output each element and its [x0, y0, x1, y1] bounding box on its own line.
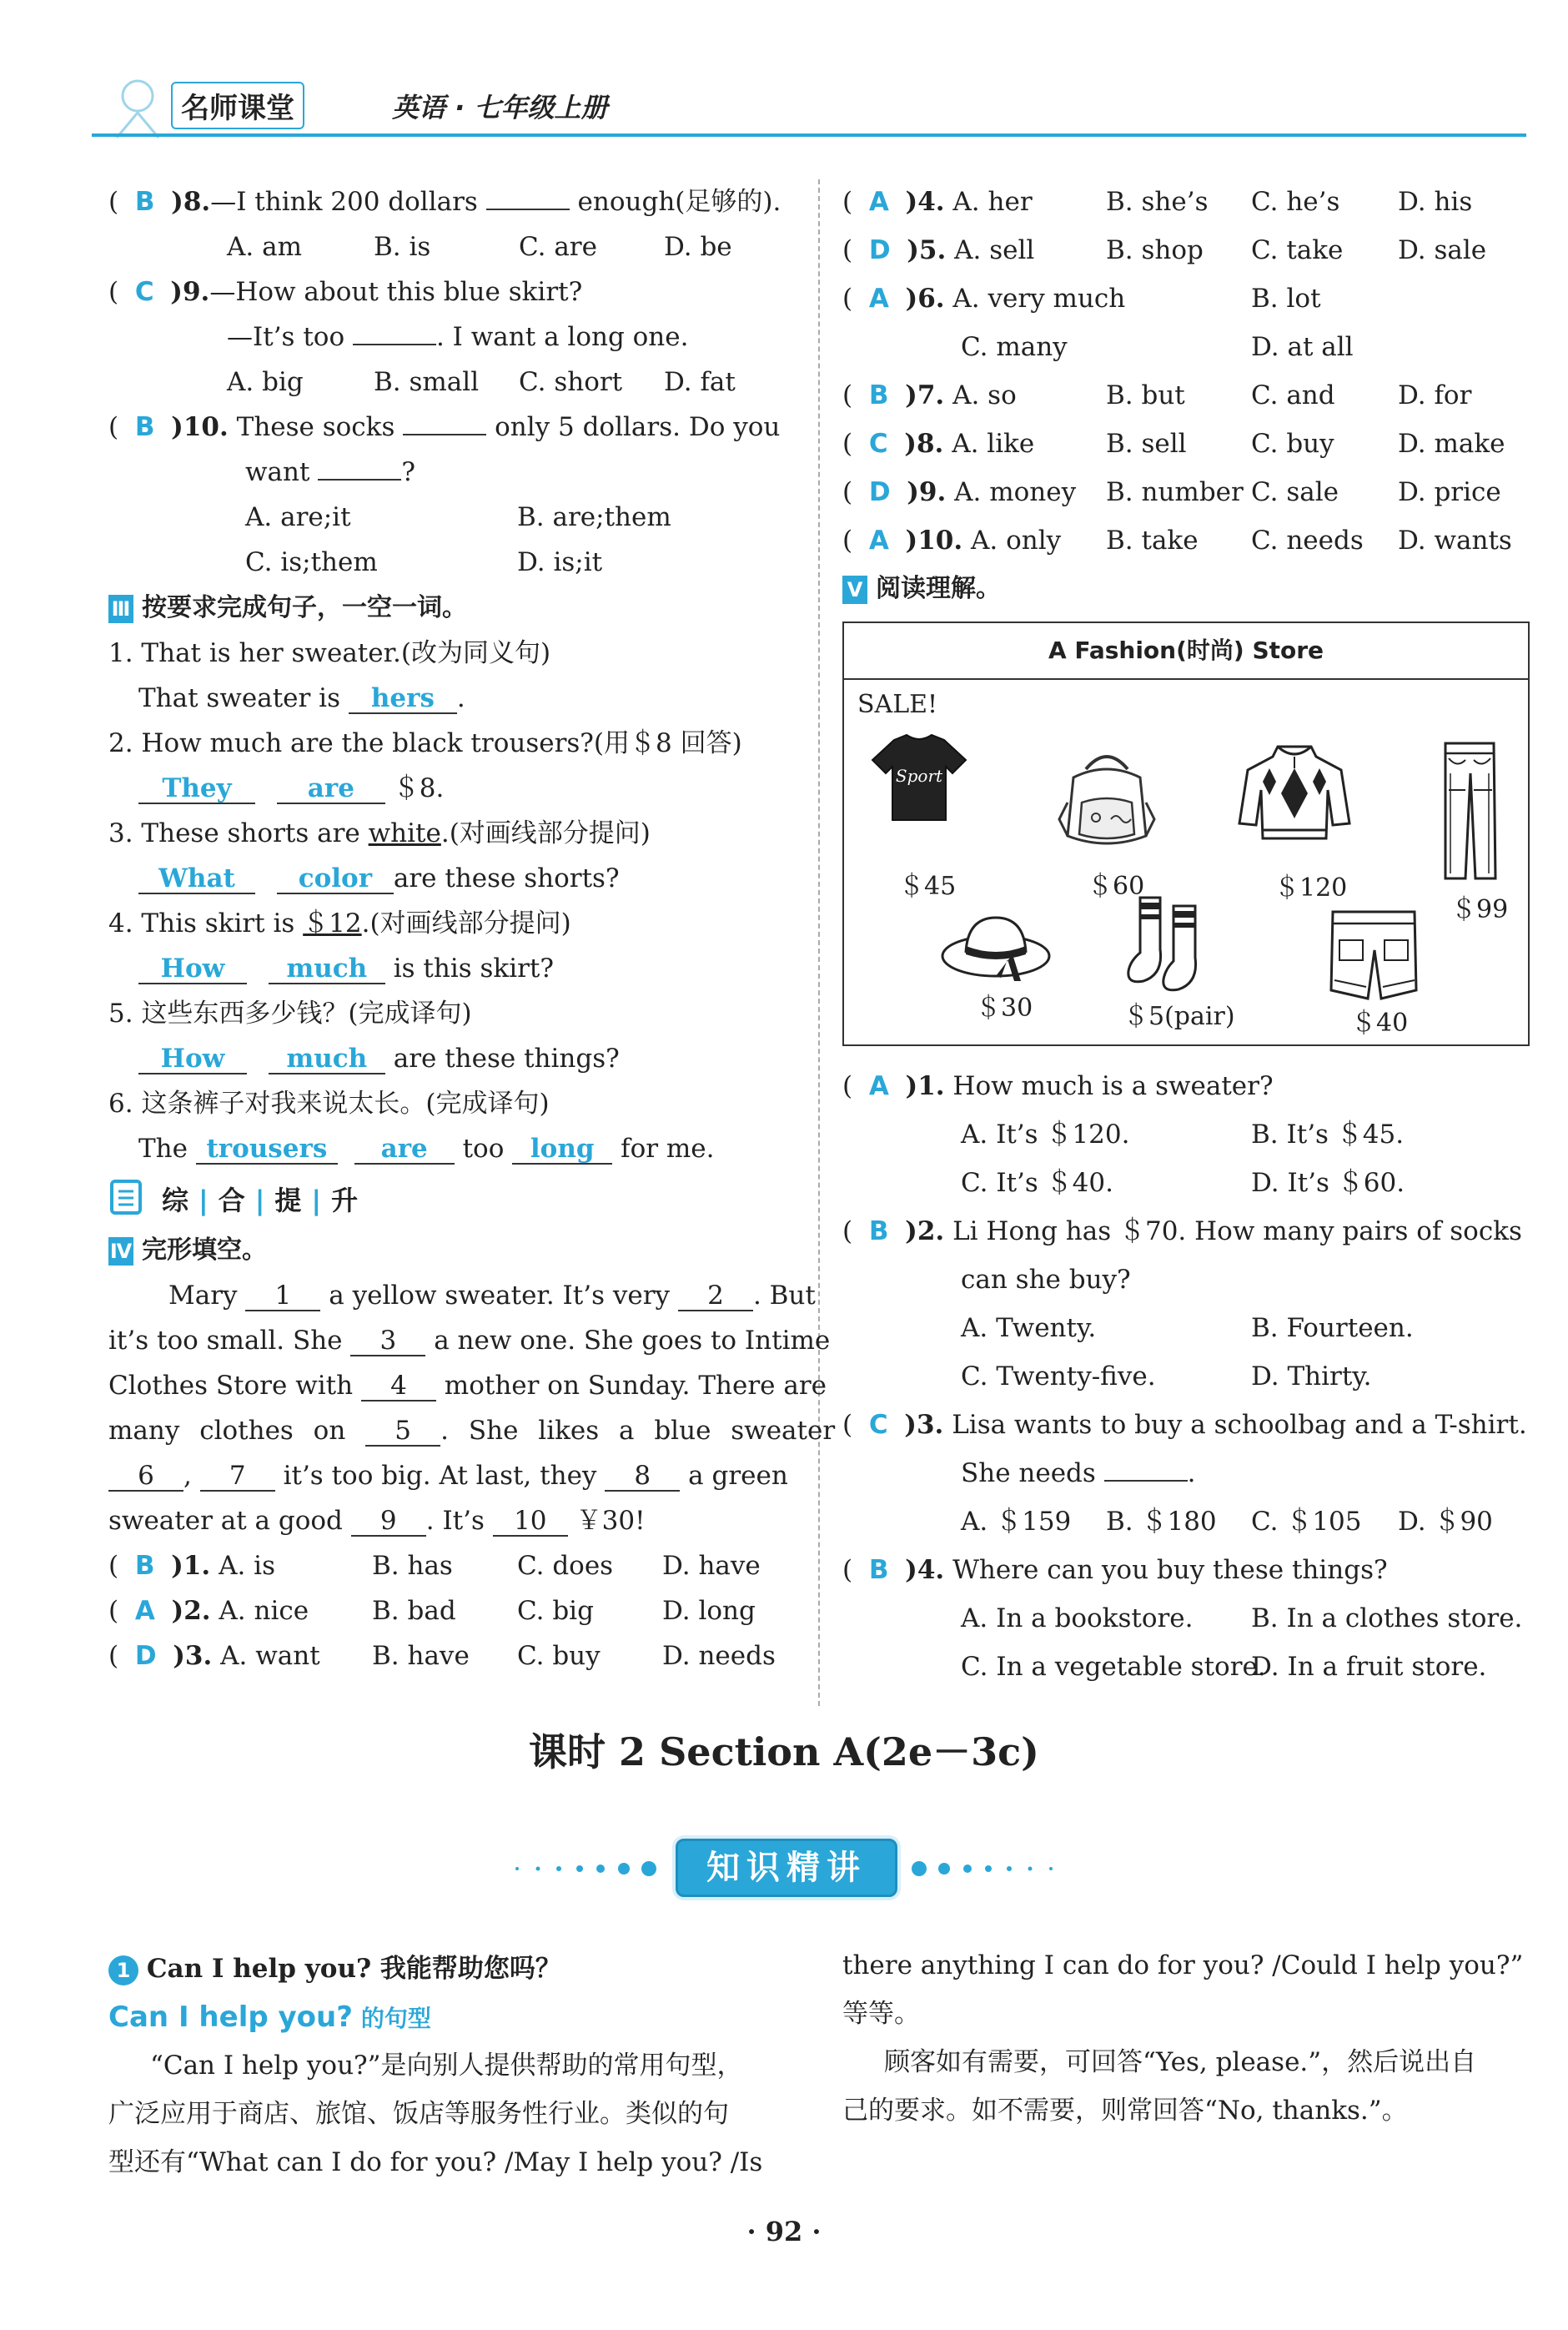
reading-q3: ( C )3. Lisa wants to buy a schoolbag and a T-shirt.: [842, 1410, 1527, 1440]
r4-opt-a: A. In a bookstore.: [961, 1603, 1194, 1633]
knowledge-1-heading: 1 Can I help you? 我能帮助您吗？: [108, 1952, 561, 1985]
answer-blank: What: [138, 864, 255, 894]
question-10-line2: want ?: [245, 457, 415, 487]
blank: [353, 344, 436, 345]
cloze-q4: ( A )4. A. her: [842, 187, 1033, 217]
blank: [403, 434, 486, 435]
section-4-heading: Ⅳ 完形填空。: [109, 1235, 267, 1265]
q9-opt-c: C. short: [519, 367, 623, 397]
question-10: ( B )10. These socks only 5 dollars. Do you: [108, 412, 781, 442]
r4-opt-b: B. In a clothes store.: [1251, 1603, 1523, 1633]
k1-right-1: there anything I can do for you? /Could I help you?”: [842, 1950, 1524, 1980]
answer-letter: B: [134, 187, 155, 217]
dots-right-icon: [901, 1859, 1068, 1879]
answer-blank: long: [512, 1135, 612, 1165]
shorts-icon: [1328, 907, 1420, 1007]
dots-left-icon: [500, 1859, 667, 1879]
s4-answer: How much is this skirt?: [138, 952, 554, 985]
q9-opt-b: B. small: [374, 367, 480, 397]
cloze-q7-opt-d: D. for: [1398, 380, 1472, 410]
answer-blank: much: [269, 1044, 385, 1074]
knowledge-banner: [500, 1835, 1068, 1902]
s2-answer: They are ＄8.: [138, 772, 444, 805]
q8-opt-c: C. are: [519, 232, 597, 262]
s5-answer: How much are these things?: [138, 1042, 620, 1075]
r1-opt-a: A. It’s ＄120.: [961, 1120, 1130, 1150]
cloze-q9: ( D )9. A. money: [842, 477, 1077, 507]
r1-opt-c: C. It’s ＄40.: [961, 1168, 1113, 1198]
r1-opt-d: D. It’s ＄60.: [1251, 1168, 1405, 1198]
sweater-icon: [1236, 740, 1353, 848]
cloze-q5-opt-b: B. shop: [1106, 235, 1204, 265]
cloze-q8-opt-d: D. make: [1398, 429, 1505, 459]
s3-answer: What color are these shorts?: [138, 862, 620, 895]
cloze-q9-opt-b: B. number: [1106, 477, 1244, 507]
cloze-q4-opt-b: B. she’s: [1106, 187, 1209, 217]
answer-blank: are: [277, 774, 385, 804]
lesson-title: 课时 2 Section A(2e－3c): [529, 1729, 1039, 1774]
cloze-q2: ( A )2. A. nice: [108, 1596, 309, 1626]
cloze-q2-opt-c: C. big: [517, 1596, 594, 1626]
reading-q2-line2: can she buy?: [961, 1265, 1131, 1295]
header-rule: [92, 133, 1526, 137]
cloze-q3-opt-c: C. buy: [517, 1641, 601, 1671]
reading-q2: ( B )2. Li Hong has ＄70. How many pairs of socks: [842, 1216, 1522, 1246]
reading-q4: ( B )4. Where can you buy these things?: [842, 1555, 1388, 1585]
cloze-q7-opt-b: B. but: [1106, 380, 1185, 410]
page-number: · 92 ·: [746, 2216, 822, 2247]
q10-opt-a: A. are;it: [245, 502, 351, 532]
cloze-line-4: many clothes on 5 . She likes a blue sweater: [108, 1416, 836, 1446]
cloze-line-5: 6 , 7 it’s too big. At last, they 8 a green: [108, 1459, 788, 1492]
schoolbag-icon: [1053, 744, 1161, 853]
price-shorts: ＄40: [1351, 1009, 1409, 1038]
reading-q1: ( A )1. How much is a sweater?: [842, 1071, 1274, 1101]
answer-blank: How: [138, 954, 247, 984]
notebook-icon: [108, 1178, 145, 1216]
price-hat: ＄30: [976, 994, 1033, 1023]
cloze-q2-opt-d: D. long: [662, 1596, 756, 1626]
hat-icon: [937, 911, 1054, 986]
answer-blank: hers: [349, 684, 457, 714]
sale-label: SALE!: [857, 690, 938, 719]
r2-opt-d: D. Thirty.: [1251, 1361, 1372, 1391]
section-badge: Ⅳ: [108, 1237, 133, 1266]
cloze-q3-opt-d: D. needs: [662, 1641, 776, 1671]
blank: [1104, 1480, 1188, 1482]
banner-text: 知识精讲: [706, 1849, 867, 1887]
q8-opt-b: B. is: [374, 232, 431, 262]
cloze-q6: ( A )6. A. very much: [842, 284, 1126, 314]
section-5-heading: Ⅴ 阅读理解。: [842, 572, 1001, 606]
cloze-q9-opt-d: D. price: [1398, 477, 1501, 507]
number-badge: 1: [108, 1955, 138, 1985]
s2-question: 2. How much are the black trousers?(用＄8 回答): [108, 728, 742, 758]
cloze-q5-opt-c: C. take: [1251, 235, 1344, 265]
price-tshirt: ＄45: [899, 872, 957, 901]
cloze-q2-opt-b: B. bad: [372, 1596, 456, 1626]
q8-opt-a: A. am: [227, 232, 302, 262]
r4-opt-d: D. In a fruit store.: [1251, 1652, 1487, 1682]
answer-blank: color: [277, 864, 394, 894]
k1-right-4: 己的要求。如不需要，则常回答“No, thanks.”。: [842, 2096, 1408, 2126]
tshirt-icon: [869, 732, 969, 823]
knowledge-1-subheading: Can I help you? 的句型: [108, 2000, 431, 2034]
blank: [318, 479, 401, 481]
q8-opt-d: D. be: [664, 232, 732, 262]
k1-right-2: 等等。: [842, 1999, 920, 2029]
cloze-q5-opt-d: D. sale: [1398, 235, 1487, 265]
answer-blank: are: [354, 1135, 455, 1165]
cloze-q8-opt-b: B. sell: [1106, 429, 1187, 459]
answer-blank: They: [138, 774, 255, 804]
cloze-q1: ( B )1. A. is: [108, 1551, 275, 1581]
cloze-q8-opt-c: C. buy: [1251, 429, 1334, 459]
section-3-heading: Ⅲ 按要求完成句子，一空一词。: [108, 591, 467, 625]
cloze-q6-opt-c: C. many: [961, 332, 1068, 362]
r3-opt-c: C. ＄105: [1251, 1507, 1362, 1537]
socks-icon: [1123, 894, 1215, 994]
s5-question: 5. 这些东西多少钱？(完成译句): [108, 999, 472, 1029]
q9-opt-a: A. big: [227, 367, 304, 397]
reading-q3-line2: She needs .: [961, 1458, 1196, 1488]
question-9: ( C )9.—How about this blue skirt?: [108, 277, 583, 307]
cloze-line-3: Clothes Store with 4 mother on Sunday. There are: [108, 1371, 827, 1401]
header-brand: [171, 82, 304, 129]
section-badge: Ⅴ: [842, 576, 867, 604]
r3-opt-b: B. ＄180: [1106, 1507, 1217, 1537]
cloze-line-1: Mary 1 a yellow sweater. It’s very 2 . But: [168, 1281, 816, 1311]
cloze-q4-opt-d: D. his: [1398, 187, 1473, 217]
price-bag: ＄60: [1088, 872, 1145, 901]
answer-blank: much: [269, 954, 385, 984]
cloze-q10: ( A )10. A. only: [842, 526, 1062, 556]
question-8: ( B )8.—I think 200 dollars enough(足够的).: [108, 187, 781, 217]
cloze-q7-opt-c: C. and: [1251, 380, 1335, 410]
tshirt-print: Sport: [895, 766, 943, 786]
cloze-line-2: it’s too small. She 3 a new one. She goes to Intime: [108, 1326, 831, 1356]
cloze-q5: ( D )5. A. sell: [842, 235, 1035, 265]
price-trousers: ＄99: [1451, 895, 1509, 924]
cloze-q4-opt-c: C. he’s: [1251, 187, 1340, 217]
k1-right-3: 顾客如有需要，可回答“Yes, please.”，然后说出自: [884, 2047, 1477, 2077]
cloze-q1-opt-d: D. have: [662, 1551, 761, 1581]
header: [92, 75, 1526, 150]
s4-question: 4. This skirt is ＄12.(对画线部分提问): [108, 908, 571, 939]
r3-opt-d: D. ＄90: [1398, 1507, 1493, 1537]
k1-para-2: 广泛应用于商店、旅馆、饭店等服务性行业。类似的句: [108, 2099, 729, 2129]
s6-answer: The trousers are too long for me.: [138, 1134, 715, 1164]
s1-question: 1. That is her sweater.(改为同义句): [108, 638, 551, 668]
cloze-q10-opt-d: D. wants: [1398, 526, 1512, 556]
s3-question: 3. These shorts are white.(对画线部分提问): [108, 818, 651, 848]
cloze-q6-opt-b: B. lot: [1251, 284, 1321, 314]
mascot-icon: [100, 75, 175, 142]
answer-blank: trousers: [196, 1135, 338, 1165]
cloze-q1-opt-c: C. does: [517, 1551, 614, 1581]
trousers-icon: [1440, 740, 1499, 882]
cloze-q3: ( D )3. A. want: [108, 1641, 320, 1671]
header-subtitle: 英语 · 七年级上册: [392, 92, 608, 123]
store-title: A Fashion(时尚) Store: [844, 623, 1528, 680]
cloze-q6-opt-d: D. at all: [1251, 332, 1354, 362]
cloze-q10-opt-b: B. take: [1106, 526, 1199, 556]
r3-opt-a: A. ＄159: [961, 1507, 1072, 1537]
q10-opt-c: C. is;them: [245, 547, 378, 577]
cloze-q3-opt-b: B. have: [372, 1641, 470, 1671]
q10-opt-b: B. are;them: [517, 502, 671, 532]
answer-blank: How: [138, 1044, 247, 1074]
s6-question: 6. 这条裤子对我来说太长。(完成译句): [108, 1089, 550, 1119]
column-divider: [818, 179, 820, 1706]
blank: [486, 209, 570, 210]
fashion-store-box: [842, 622, 1530, 1046]
cloze-q9-opt-c: C. sale: [1251, 477, 1339, 507]
s1-answer: That sweater is hers .: [138, 683, 465, 713]
r2-opt-b: B. Fourteen.: [1251, 1313, 1414, 1343]
question-9-line2: —It’s too . I want a long one.: [227, 322, 689, 352]
r2-opt-a: A. Twenty.: [961, 1313, 1097, 1343]
q9-opt-d: D. fat: [664, 367, 736, 397]
r1-opt-b: B. It’s ＄45.: [1251, 1120, 1405, 1150]
price-socks: ＄5(pair): [1123, 1002, 1235, 1031]
cloze-q7: ( B )7. A. so: [842, 380, 1017, 410]
section-badge: Ⅲ: [108, 595, 133, 623]
q10-opt-d: D. is;it: [517, 547, 603, 577]
k1-para-3: 型还有“What can I do for you? /May I help you? /Is: [108, 2147, 763, 2177]
k1-para-1: “Can I help you?”是向别人提供帮助的常用句型，: [150, 2051, 743, 2081]
cloze-line-6: sweater at a good 9 . It’s 10 ￥30!: [108, 1506, 646, 1536]
cloze-q1-opt-b: B. has: [372, 1551, 453, 1581]
cloze-q10-opt-c: C. needs: [1251, 526, 1364, 556]
brand-text: 名师课堂: [181, 92, 294, 125]
r4-opt-c: C. In a vegetable store.: [961, 1652, 1266, 1682]
price-sweater: ＄120: [1274, 873, 1348, 903]
cloze-q8: ( C )8. A. like: [842, 429, 1035, 459]
r2-opt-c: C. Twenty-five.: [961, 1361, 1156, 1391]
